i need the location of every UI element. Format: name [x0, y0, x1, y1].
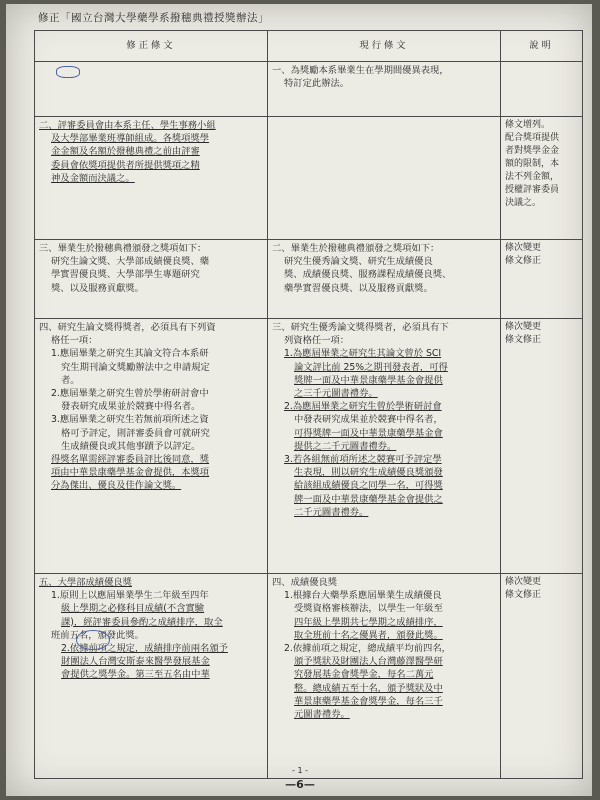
row2-current — [268, 117, 501, 240]
comparison-table — [34, 30, 583, 779]
row4-note: 條次變更 條文修正 — [501, 319, 583, 574]
table-header-row — [35, 31, 583, 62]
ink-circle-mark — [76, 630, 110, 650]
row5-note: 條次變更 條文修正 — [501, 574, 583, 779]
document-title: 修正「國立台灣大學藥學系撥穗典禮授獎辦法」 — [38, 12, 269, 24]
row5-current: 四、成績優良獎 1.根據台大藥學系應屆畢業生成績優良 受獎資格審核辦法，以學生一年級至 四年級上學期共七學期之成績排序， 取全班前十名之優異者，頒發此獎。 2.依據前項之規定，總成績平均前四名， 頒予獎狀及財團法人台灣藤澤醫學研 究發展基金會獎學金，每名二萬元 整。總成績五至十名，頒予獎狀及中 華景康藥學基金會獎學金，每名三千 元圖書禮券。 — [268, 574, 501, 779]
table-row — [35, 574, 583, 779]
header-current: 現行條文 — [268, 31, 501, 62]
ink-stroke-mark — [56, 66, 80, 78]
table-row — [35, 240, 583, 319]
row3-note: 條次變更 條文修正 — [501, 240, 583, 319]
row1-current: 一、為獎勵本系畢業生在學期間優異表現， 特訂定此辦法。 — [268, 62, 501, 117]
row4-amended: 四、研究生論文獎得獎者，必須具有下列資 格任一項： 1.應屆畢業之研究生其論文符合本系研 究生期刊論文獎勵辦法中之申請規定 者。 2.應屆畢業之研究生曾於學術研討會中 發表研究成果並於競賽中得名者。 3.應屆畢業之研究生若無前項所述之資 格可予評定，則評審委員會可就研究 生成績優良或其他事蹟予以評定。 得獎名單需經評審委員評比後同意，獎 項由中華景康藥學基金會提供，本獎項 分為傑出、優良及佳作論文獎。 — [35, 319, 268, 574]
table-row — [35, 319, 583, 574]
row3-amended: 三、畢業生於撥穗典禮頒發之獎項如下： 研究生論文獎、大學部成績優良獎、藥 學實習優良獎、大學部學生專題研究 獎、以及服務貢獻獎。 — [35, 240, 268, 319]
page-number-small: - 1 - — [292, 766, 308, 775]
row3-current: 二、畢業生於撥穗典禮頒發之獎項如下： 研究生優秀論文獎、研究生成績優良 獎、成績優良獎、服務課程成績優良獎、 藥學實習優良獎、以及服務貢獻獎。 — [268, 240, 501, 319]
header-note: 說明 — [501, 31, 583, 62]
row2-amended: 二、評審委員會由本系主任、學生事務小組 及大學部畢業班導師組成。各獎項獎學 金金額及名額於撥穗典禮之前由評審 委員會依獎項提供者所提供獎項之精 神及金額而決議之。 — [35, 117, 268, 240]
header-amended: 修正條文 — [35, 31, 268, 62]
row2-note: 條文增列。 配合獎項提供 者對獎學金金 額的限制，本 法不列金額， 授權評審委員 決議之。 — [501, 117, 583, 240]
row1-note — [501, 62, 583, 117]
table-row — [35, 117, 583, 240]
table-row — [35, 62, 583, 117]
row4-current: 三、研究生優秀論文獎得獎者，必須具有下 列資格任一項： 1.為應屆畢業之研究生其論文曾於 SCI 論文評比前 25%之期刊發表者，可得 獎牌一面及中華景康藥學基金會提供 之三千元圖書禮券。 2.為應屆畢業之研究生曾於學術研討會 中發表研究成果並於競賽中得名者， 可得獎牌一面及中華景康藥學基金會 提供之二千元圖書禮券。 3.若各組無前項所述之競賽可予評定學 生表現，則以研究生成績優良獎頒發 給該組成績優良之同學一名，可得獎 牌一面及中華景康藥學基金會提供之 二千元圖書禮券。 — [268, 319, 501, 574]
page-number: —6— — [285, 778, 315, 791]
row5-amended: 五、大學部成績優良獎 1.原則上以應屆畢業學生二年級至四年 級上學期之必修科目成績(不含實驗 課)，經評審委員參酌之成績排序，取全 班前五名，頒發此獎。 2.依據前項之規定，成績排序前兩名頒予 財團法人台灣安斯泰來醫學發展基金 會提供之獎學金。第三至五名由中華 — [35, 574, 268, 779]
